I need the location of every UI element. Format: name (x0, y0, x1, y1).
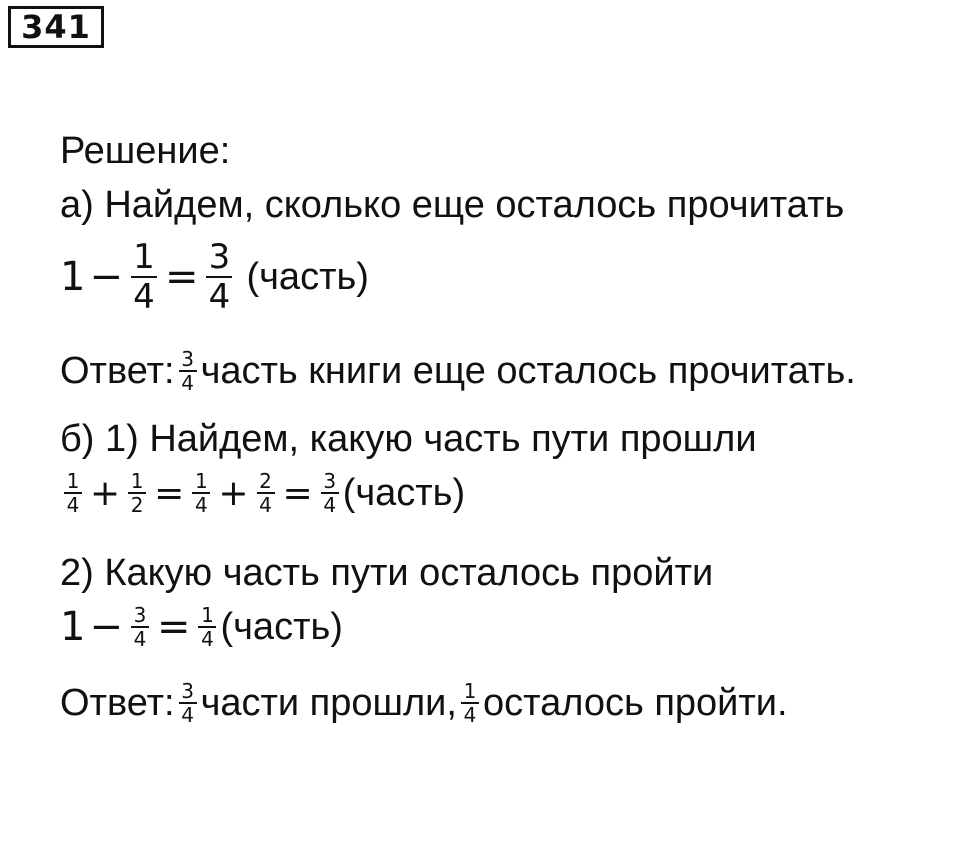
denominator: 4 (259, 493, 272, 517)
eq-b2-minus: − (89, 604, 123, 650)
answer-a-denominator: 4 (181, 371, 194, 395)
eq-b1-fraction-d (257, 470, 275, 516)
part-a-statement (60, 184, 844, 227)
part-a-answer (60, 348, 856, 394)
numerator: 2 (259, 469, 272, 493)
eq-b1-fraction-a (64, 470, 82, 516)
eq-b1-equals-2: = (282, 472, 313, 514)
eq-b1-fraction-e (321, 470, 339, 516)
denominator: 4 (66, 493, 80, 517)
part-b-answer (60, 680, 788, 726)
problem-number-badge: 341 (8, 6, 104, 48)
numerator: 1 (130, 469, 144, 493)
eq-b1-plus-1: + (90, 472, 121, 514)
answer-a-fraction (179, 348, 197, 394)
eq-a-equals: = (164, 254, 199, 300)
numerator: 3 (323, 469, 337, 493)
solution-heading (60, 130, 230, 173)
numerator: 1 (201, 603, 214, 627)
eq-a-f2-numerator: 3 (208, 237, 231, 277)
denominator: 4 (201, 627, 214, 651)
eq-b1-unit: (часть) (342, 471, 466, 514)
eq-a-fraction-2 (206, 238, 232, 316)
eq-a-unit: (часть) (246, 255, 369, 298)
eq-b2-fraction-1 (131, 604, 149, 650)
part-b-step1-statement (60, 418, 757, 461)
part-b-step2-statement (60, 552, 713, 595)
part-b-step1-equation (60, 470, 465, 516)
eq-b2-equals: = (156, 604, 191, 650)
numerator: 1 (463, 679, 477, 703)
solution-heading-text: Решение: (60, 130, 231, 172)
eq-b1-equals-1: = (154, 472, 185, 514)
denominator: 4 (133, 627, 147, 651)
eq-a-f1-numerator: 1 (133, 237, 155, 277)
answer-a-numerator: 3 (181, 347, 194, 371)
answer-b-label: Ответ: (60, 681, 175, 724)
numerator: 1 (194, 469, 208, 493)
part-b-step2-text: 2) Какую часть пути осталось пройти (60, 552, 714, 594)
eq-a-fraction-1 (131, 238, 157, 316)
eq-a-f2-denominator: 4 (208, 277, 231, 317)
denominator: 4 (463, 703, 477, 727)
answer-a-text: часть книги еще осталось прочитать. (200, 349, 856, 392)
numerator: 3 (133, 603, 147, 627)
eq-a-f1-denominator: 4 (133, 277, 155, 317)
eq-b2-fraction-2 (198, 604, 216, 650)
part-b-step1-text: б) 1) Найдем, какую часть пути прошли (60, 418, 757, 460)
denominator: 4 (323, 493, 337, 517)
denominator: 4 (181, 703, 194, 727)
answer-a-label: Ответ: (60, 349, 175, 392)
numerator: 1 (66, 469, 80, 493)
answer-b-fraction-1 (179, 680, 197, 726)
part-a-equation (60, 238, 369, 316)
eq-b1-plus-2: + (218, 472, 249, 514)
numerator: 3 (181, 679, 194, 703)
denominator: 4 (194, 493, 208, 517)
part-b-step2-equation (60, 604, 343, 650)
answer-b-text-1: части прошли, (200, 681, 457, 724)
denominator: 2 (130, 493, 144, 517)
eq-b2-one: 1 (60, 604, 86, 650)
answer-b-fraction-2 (461, 680, 479, 726)
eq-a-one: 1 (60, 254, 86, 300)
eq-a-minus: − (89, 254, 123, 300)
part-a-text: а) Найдем, сколько еще осталось прочитать (60, 184, 845, 226)
eq-b2-unit: (часть) (220, 605, 343, 648)
eq-b1-fraction-b (128, 470, 146, 516)
answer-b-text-2: осталось пройти. (482, 681, 788, 724)
eq-b1-fraction-c (192, 470, 210, 516)
